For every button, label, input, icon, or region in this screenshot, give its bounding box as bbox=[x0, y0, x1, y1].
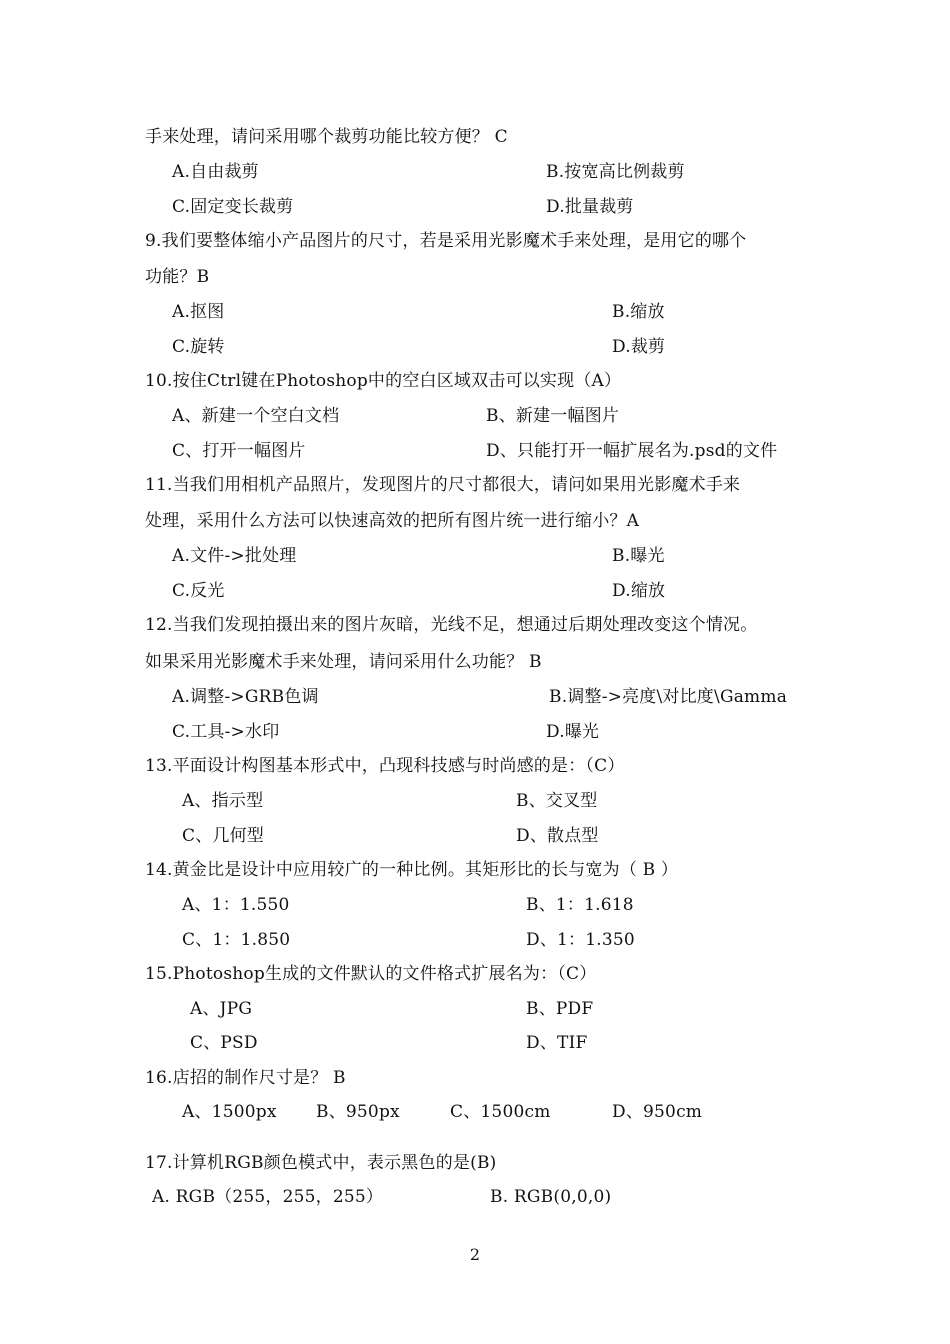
q9-option-d: D.裁剪 bbox=[612, 337, 666, 357]
q14-option-a: A、1：1.550 bbox=[182, 895, 290, 915]
q11-stem-line1: 11.当我们用相机产品照片，发现图片的尺寸都很大，请问如果用光影魔术手来 bbox=[145, 475, 741, 495]
q10-option-b: B、新建一幅图片 bbox=[486, 406, 620, 426]
q13-option-d: D、散点型 bbox=[516, 826, 599, 846]
q13-option-c: C、几何型 bbox=[182, 826, 265, 846]
q11-option-b: B.曝光 bbox=[612, 546, 665, 566]
q17-option-b: B. RGB(0,0,0) bbox=[490, 1187, 612, 1207]
q8-option-b: B.按宽高比例裁剪 bbox=[546, 162, 685, 182]
q9-option-b: B.缩放 bbox=[612, 302, 665, 322]
q11-stem-line2: 处理，采用什么方法可以快速高效的把所有图片统一进行缩小？A bbox=[145, 511, 640, 531]
q15-option-c: C、PSD bbox=[190, 1033, 258, 1053]
q8-option-a: A.自由裁剪 bbox=[172, 162, 259, 182]
q13-option-b: B、交叉型 bbox=[516, 791, 598, 811]
q10-option-a: A、新建一个空白文档 bbox=[172, 406, 340, 426]
q12-stem-line1: 12.当我们发现拍摄出来的图片灰暗，光线不足，想通过后期处理改变这个情况。 bbox=[145, 615, 758, 635]
q16-option-d: D、950cm bbox=[612, 1102, 703, 1122]
q14-stem: 14.黄金比是设计中应用较广的一种比例。其矩形比的长与宽为（ B ） bbox=[145, 860, 679, 880]
page-number: 2 bbox=[469, 1245, 481, 1264]
q9-stem-line2: 功能？B bbox=[145, 267, 210, 287]
q12-stem-line2: 如果采用光影魔术手来处理，请问采用什么功能？ B bbox=[145, 652, 542, 672]
q13-option-a: A、指示型 bbox=[182, 791, 264, 811]
q14-option-d: D、1：1.350 bbox=[526, 930, 635, 950]
q9-option-a: A.抠图 bbox=[172, 302, 225, 322]
q16-option-a: A、1500px bbox=[182, 1102, 277, 1122]
q11-option-d: D.缩放 bbox=[612, 581, 666, 601]
q16-option-b: B、950px bbox=[316, 1102, 400, 1122]
q15-option-d: D、TIF bbox=[526, 1033, 588, 1053]
q16-option-c: C、1500cm bbox=[450, 1102, 551, 1122]
q15-stem: 15.Photoshop生成的文件默认的文件格式扩展名为：（C） bbox=[145, 964, 597, 984]
q8-option-d: D.批量裁剪 bbox=[546, 197, 634, 217]
q15-option-b: B、PDF bbox=[526, 999, 594, 1019]
q14-option-b: B、1：1.618 bbox=[526, 895, 634, 915]
q9-option-c: C.旋转 bbox=[172, 337, 225, 357]
q12-option-a: A.调整->GRB色调 bbox=[172, 687, 319, 707]
q17-option-a: A. RGB（255，255，255） bbox=[152, 1187, 384, 1207]
q17-stem: 17.计算机RGB颜色模式中，表示黑色的是(B) bbox=[145, 1153, 497, 1173]
q10-option-d: D、只能打开一幅扩展名为.psd的文件 bbox=[486, 441, 778, 461]
q14-option-c: C、1：1.850 bbox=[182, 930, 291, 950]
q12-option-b: B.调整->亮度\对比度\Gamma bbox=[549, 687, 788, 707]
q16-stem: 16.店招的制作尺寸是？ B bbox=[145, 1068, 346, 1088]
q10-option-c: C、打开一幅图片 bbox=[172, 441, 306, 461]
q15-option-a: A、JPG bbox=[190, 999, 253, 1019]
q13-stem: 13.平面设计构图基本形式中，凸现科技感与时尚感的是：（C） bbox=[145, 756, 625, 776]
q11-option-a: A.文件->批处理 bbox=[172, 546, 297, 566]
q11-option-c: C.反光 bbox=[172, 581, 225, 601]
q10-stem: 10.按住Ctrl键在Photoshop中的空白区域双击可以实现（A） bbox=[145, 371, 622, 391]
q12-option-c: C.工具->水印 bbox=[172, 722, 280, 742]
q12-option-d: D.曝光 bbox=[546, 722, 600, 742]
q8-option-c: C.固定变长裁剪 bbox=[172, 197, 294, 217]
q9-stem-line1: 9.我们要整体缩小产品图片的尺寸，若是采用光影魔术手来处理，是用它的哪个 bbox=[145, 231, 747, 251]
q8-stem: 手来处理，请问采用哪个裁剪功能比较方便？ C bbox=[145, 127, 508, 147]
